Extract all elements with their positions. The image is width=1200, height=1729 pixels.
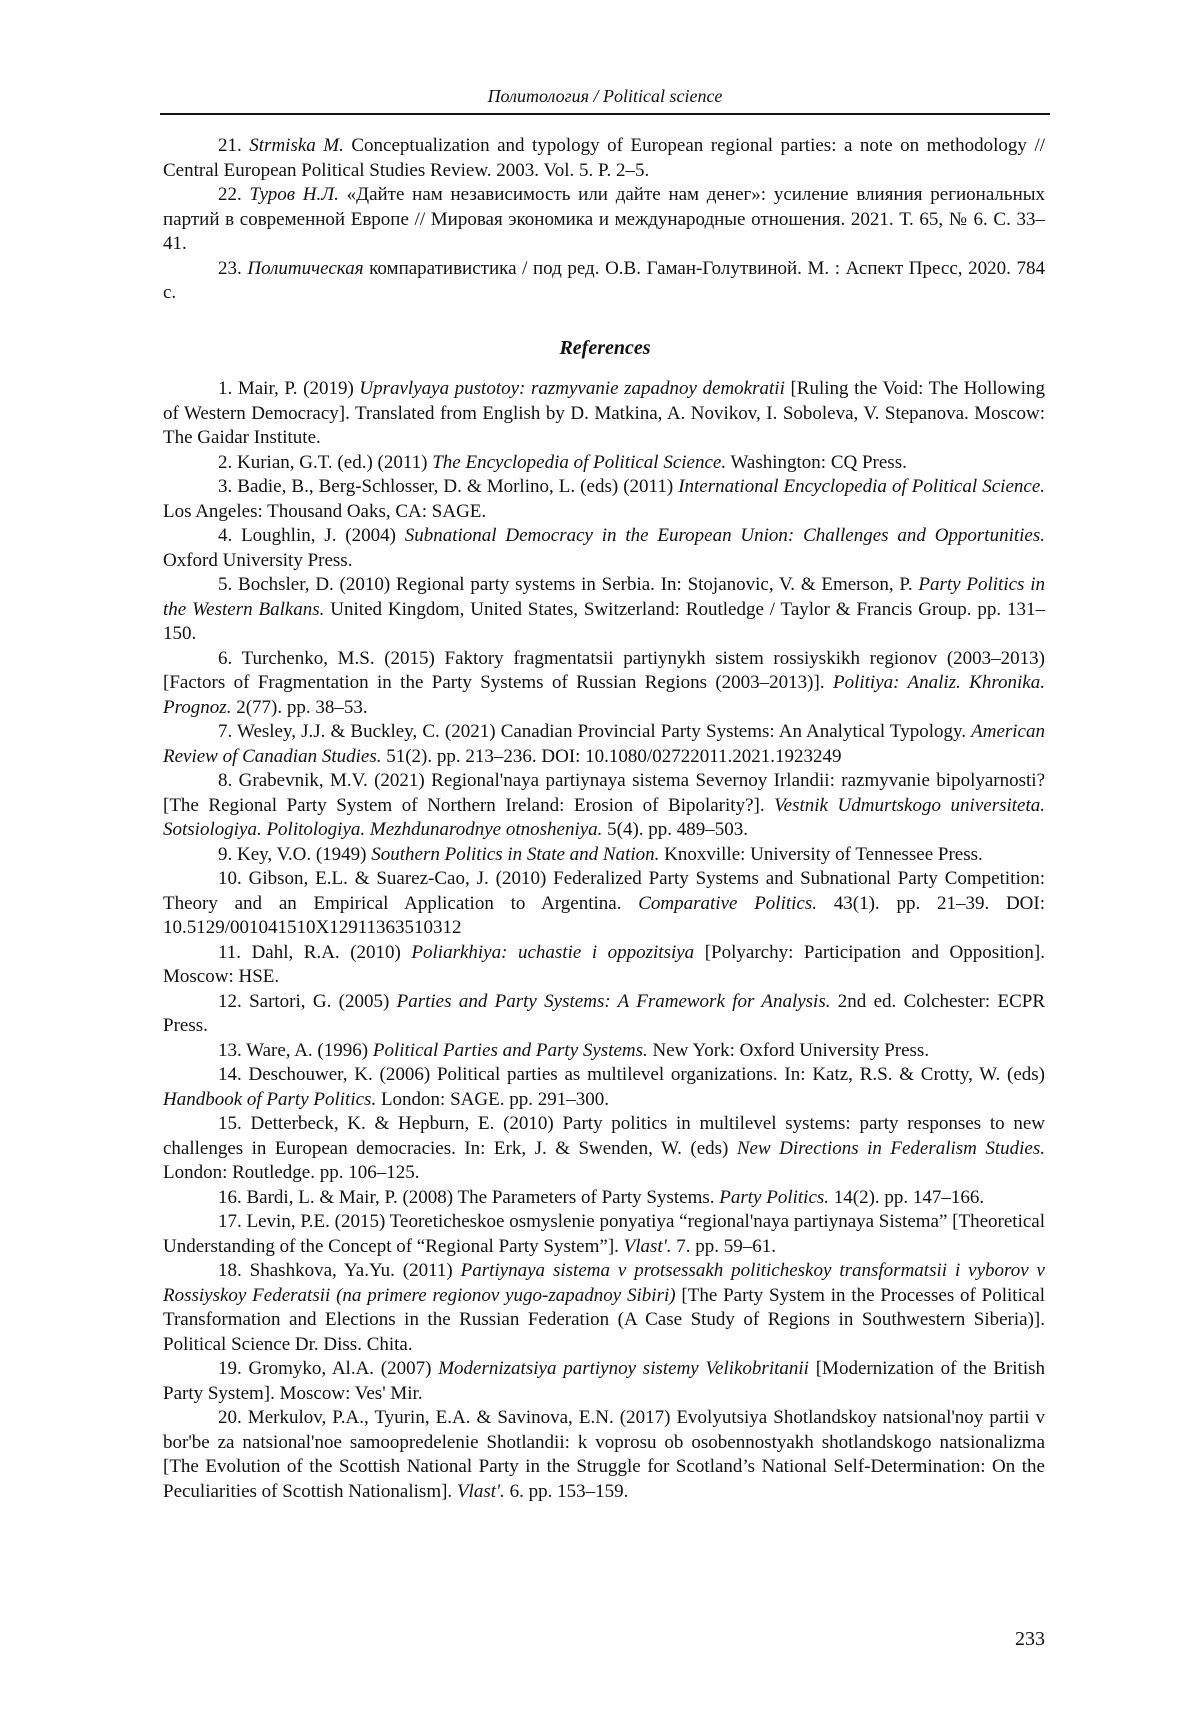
- reference-entry: [163, 1112, 1045, 1186]
- reference-text: 3. Badie, B., Berg-Schlosser, D. & Morlino, L. (eds) (2011): [218, 476, 679, 497]
- reference-entry: [163, 451, 1045, 476]
- reference-title-italic: Туров Н.Л.: [249, 184, 339, 205]
- reference-text: Oxford University Press.: [163, 549, 353, 571]
- reference-entry: [163, 1210, 1045, 1259]
- reference-text: 4. Loughlin, J. (2004): [218, 525, 405, 546]
- reference-title-italic: Comparative Politics.: [638, 892, 818, 914]
- reference-text: 7. pp. 59–61.: [671, 1235, 777, 1257]
- reference-entry: [163, 134, 1045, 183]
- running-header: Политология / Political science: [487, 86, 723, 106]
- reference-text: «Дайте нам независимость или дайте нам денег»: усиление влияния региональных партий в современной Европе // Мировая экономика и международные отношения. 2021. Т. 65, № 6. С. 33–41.: [163, 184, 1046, 254]
- reference-title-italic: Partiynaya sistema v protsessakh politicheskoy transformatsii i vyborov v Rossiyskoy Federatsii (na primere regionov yugo-zapadnoy Sibiri): [163, 1260, 1045, 1306]
- page-number: 233: [1015, 1628, 1045, 1650]
- reference-title-italic: Poliarkhiya: uchastie i oppozitsiya: [411, 941, 695, 963]
- reference-entry: [163, 1186, 1045, 1211]
- reference-title-italic: Modernizatsiya partiynoy sistemy Velikobritanii: [438, 1358, 809, 1379]
- reference-text: 17. Levin, P.E. (2015) Teoreticheskoe osmyslenie ponyatiya “regional'naya partiynaya Sistema” [Theoretical Understanding of the Concept of “Regional Party System”].: [163, 1211, 1045, 1257]
- reference-entry: [163, 377, 1045, 451]
- reference-title-italic: Политическая: [247, 257, 364, 279]
- reference-text: 2nd ed. Colchester: ECPR Press.: [163, 990, 1045, 1036]
- reference-text: компаративистика / под ред. О.В. Гаман-Голутвиной. М. : Аспект Пресс, 2020. 784 с.: [163, 257, 1046, 303]
- reference-title-italic: Strmiska M.: [249, 135, 344, 156]
- reference-text: 43(1). pp. 21–39. DOI: 10.5129/001041510X12911363510312: [163, 892, 1046, 938]
- reference-text: 9. Key, V.O. (1949): [218, 843, 372, 865]
- reference-entry: [163, 183, 1045, 257]
- reference-title-italic: Southern Politics in State and Nation.: [371, 843, 660, 865]
- reference-text: 11. Dahl, R.A. (2010): [218, 941, 412, 963]
- reference-title-italic: Upravlyaya pustotoy: razmyvanie zapadnoy demokratii: [359, 378, 785, 399]
- reference-title-italic: Handbook of Party Politics.: [163, 1088, 377, 1110]
- reference-title-italic: Vlast'.: [456, 1480, 505, 1502]
- reference-text: 14. Deschouwer, K. (2006) Political parties as multilevel organizations. In: Katz, R.S. & Crotty, W. (eds): [218, 1064, 1045, 1085]
- reference-title-italic: Politiya: Analiz. Khronika. Prognoz.: [163, 672, 1045, 718]
- reference-text: 18. Shashkova, Ya.Yu. (2011): [218, 1260, 461, 1281]
- reference-text: 13. Ware, A. (1996): [218, 1039, 373, 1061]
- reference-text: 5(4). pp. 489–503.: [602, 819, 749, 840]
- reference-text: London: SAGE. pp. 291–300.: [376, 1088, 609, 1110]
- reference-title-italic: American Review of Canadian Studies.: [163, 721, 1045, 767]
- reference-text: 51(2). pp. 213–236. DOI: 10.1080/02722011.2021.1923249: [381, 745, 842, 767]
- reference-text: 1. Mair, P. (2019): [218, 378, 360, 399]
- reference-text: 6. pp. 153–159.: [504, 1480, 629, 1502]
- reference-text: 2(77). pp. 38–53.: [231, 696, 368, 718]
- reference-title-italic: Vlast'.: [623, 1235, 672, 1257]
- reference-entry: [163, 867, 1045, 941]
- reference-title-italic: Party Politics in the Western Balkans.: [163, 574, 1045, 620]
- reference-text: 6. Turchenko, M.S. (2015) Faktory fragmentatsii partiynykh sistem rossiyskikh regionov (2003–2013) [Factors of Fragmentation in the Party Systems of Russian Regions (2003–2013)].: [163, 647, 1045, 693]
- reference-text: 2. Kurian, G.T. (ed.) (2011): [218, 451, 433, 473]
- reference-entry: [163, 990, 1045, 1039]
- reference-title-italic: Parties and Party Systems: A Framework for Analysis.: [396, 990, 831, 1012]
- reference-entry: [163, 1357, 1045, 1406]
- reference-entry: [163, 1259, 1045, 1357]
- reference-entry: [163, 769, 1045, 843]
- reference-text: London: Routledge. pp. 106–125.: [163, 1162, 420, 1183]
- reference-title-italic: Political Parties and Party Systems.: [372, 1039, 648, 1061]
- russian-reference-list: [163, 134, 1045, 306]
- reference-entry: [163, 1063, 1045, 1112]
- reference-title-italic: Party Politics.: [719, 1186, 830, 1208]
- header-rule: [160, 113, 1050, 115]
- reference-text: Knoxville: University of Tennessee Press.: [659, 843, 983, 865]
- reference-title-italic: International Encyclopedia of Political Science.: [678, 476, 1046, 497]
- reference-entry: [163, 524, 1045, 573]
- reference-text: 8. Grabevnik, M.V. (2021) Regional'naya partiynaya sistema Severnoy Irlandii: razmyvanie bipolyarnosti? [The Regional Party System of Northern Ireland: Erosion of Bipolarity?].: [163, 770, 1045, 816]
- reference-text: Conceptualization and typology of European regional parties: a note on methodology // Central European Political Studies Review. 2003. Vol. 5. P. 2–5.: [163, 135, 1046, 181]
- reference-title-italic: The Encyclopedia of Political Science.: [432, 451, 727, 473]
- reference-title-italic: New Directions in Federalism Studies.: [736, 1137, 1045, 1159]
- reference-text: [Modernization of the British Party System]. Moscow: Ves' Mir.: [163, 1358, 1045, 1404]
- reference-text: Los Angeles: Thousand Oaks, CA: SAGE.: [163, 500, 487, 522]
- reference-text: [The Party System in the Processes of Political Transformation and Elections in the Russian Federation (A Case Study of Regions in Southwestern Siberia)]. Political Science Dr. Diss. Chita.: [163, 1284, 1045, 1355]
- reference-entry: [163, 941, 1045, 990]
- reference-text: [Polyarchy: Participation and Opposition]. Moscow: HSE.: [163, 941, 1046, 987]
- references-list: [163, 377, 1045, 1504]
- reference-title-italic: Subnational Democracy in the European Union: Challenges and Opportunities.: [404, 525, 1046, 546]
- reference-text: [Ruling the Void: The Hollowing of Western Democracy]. Translated from English by D. Matkina, A. Novikov, I. Soboleva, V. Stepanova. Moscow: The Gaidar Institute.: [163, 378, 1046, 448]
- reference-text: 23.: [218, 257, 248, 279]
- reference-text: 12. Sartori, G. (2005): [218, 990, 397, 1012]
- reference-text: 14(2). pp. 147–166.: [829, 1186, 985, 1208]
- reference-entry: [163, 720, 1045, 769]
- reference-entry: [163, 1406, 1045, 1504]
- reference-text: 10. Gibson, E.L. & Suarez-Cao, J. (2010) Federalized Party Systems and Subnational Party Competition: Theory and an Empirical Application to Argentina.: [163, 868, 1045, 914]
- reference-entry: [163, 475, 1045, 524]
- reference-text: Washington: CQ Press.: [726, 451, 907, 473]
- reference-text: 15. Detterbeck, K. & Hepburn, E. (2010) Party politics in multilevel systems: party responses to new challenges in European democracies. In: Erk, J. & Swenden, W. (eds): [163, 1113, 1045, 1159]
- reference-text: 5. Bochsler, D. (2010) Regional party systems in Serbia. In: Stojanovic, V. & Emerson, P.: [218, 574, 919, 595]
- reference-text: 21.: [218, 135, 250, 156]
- reference-text: 19. Gromyko, Al.A. (2007): [218, 1358, 439, 1379]
- reference-text: United Kingdom, United States, Switzerland: Routledge / Taylor & Francis Group. pp. 131–150.: [163, 598, 1045, 644]
- reference-title-italic: Vestnik Udmurtskogo universiteta. Sotsiologiya. Politologiya. Mezhdunarodnye otnosheniya.: [163, 794, 1045, 840]
- reference-text: 20. Merkulov, P.A., Tyurin, E.A. & Savinova, E.N. (2017) Evolyutsiya Shotlandskoy natsional'noy partii v bor'be za natsional'noe samoopredelenie Shotlandii: k voprosu ob osobennostyakh shotlandskogo natsionalizma [The Evolution of the Scottish National Party in the Struggle for Scotland’s National Self-Determination: On the Peculiarities of Scottish Nationalism].: [163, 1407, 1045, 1502]
- reference-entry: [163, 843, 1045, 868]
- reference-entry: [163, 573, 1045, 647]
- reference-entry: [163, 647, 1045, 721]
- reference-text: 7. Wesley, J.J. & Buckley, C. (2021) Canadian Provincial Party Systems: An Analytical Typology.: [218, 721, 972, 742]
- reference-text: 22.: [218, 184, 250, 205]
- reference-entry: [163, 257, 1045, 306]
- references-heading: References: [559, 337, 651, 359]
- reference-text: New York: Oxford University Press.: [647, 1039, 930, 1061]
- reference-text: 16. Bardi, L. & Mair, P. (2008) The Parameters of Party Systems.: [218, 1186, 720, 1208]
- reference-entry: [163, 1039, 1045, 1064]
